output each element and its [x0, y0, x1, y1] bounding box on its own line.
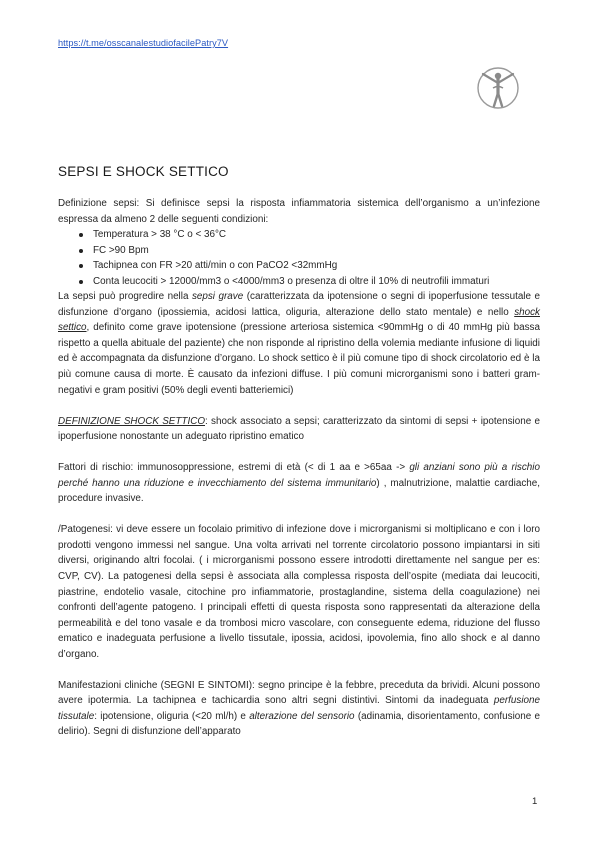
telegram-link[interactable]: https://t.me/osscanalestudiofacilePatry7V [58, 38, 229, 48]
risk-factors-paragraph [58, 460, 540, 507]
clinical-text-part: (adinamia, disorientamento, confusione e delirio). Segni di disfunzione dell’apparato [58, 710, 540, 738]
document-title: SEPSI E SHOCK SETTICO [58, 164, 229, 179]
vitruvian-logo-icon [476, 66, 520, 110]
conditions-list [58, 227, 540, 289]
shock-definition-paragraph [58, 414, 540, 445]
condition-item: Tachipnea con FR >20 atti/min o con PaCO2 <32mmHg [58, 258, 540, 274]
sepsis-progression-paragraph [58, 289, 540, 398]
clinical-text-part: Manifestazioni cliniche (SEGNI E SINTOMI): segno principe è la febbre, preceduta da brividi. Alcuni possono avere ipotermia. La tachipnea e tachicardia sono altri segni distintivi. Sintomi da inadeguata [58, 679, 540, 707]
page-number: 1 [532, 796, 538, 807]
sepsi-grave-term: sepsi grave [191, 291, 244, 303]
sepsis-text-part: La sepsi può progredire nella [58, 291, 192, 303]
pathogenesis-paragraph: /Patogenesi: vi deve essere un focolaio primitivo di infezione dove i microrganismi si moltiplicano e con i loro prodotti vengono immessi nel sangue. Una volta arrivati nel torrente circolatorio possono impiantarsi in siti diversi, originando altri focolai. ( i microrganismi possono essere introdotti direttamente nel sangue per es: CVP, CV). La patogenesi della sepsi è associata alla complessa risposta dell’ospite (mediata dai leucociti, piastrine, endotelio vasale, citochine pro infiammatorie, prostaglandine, sistema della coagulazione) nei confronti dell’agente patogeno. I principali effetti di questa risposta sono rappresentati da alterazione della permeabilità e del tono vasale e da trombosi micro vascolare, con conseguente edema, riduzione del flusso ematico e inadeguata perfusione a livello tissutale, ipossia, acidosi, ipovolemia, fino allo shock e al danno d’organo. [58, 524, 540, 660]
condition-item: FC >90 Bpm [58, 243, 540, 259]
risk-text-part: Fattori di rischio: immunosoppressione, estremi di età (< di 1 aa e >65aa -> [58, 462, 410, 474]
definition-intro: Definizione sepsi: Si definisce sepsi la risposta infiammatoria sistemica dell’organismo a un’infezione espressa da almeno 2 delle seguenti condizioni: [58, 198, 540, 225]
sensorium-term: alterazione del sensorio [249, 710, 355, 722]
shock-settico-term: shock settico [58, 306, 540, 334]
shock-definition-label: DEFINIZIONE SHOCK SETTICO [58, 415, 206, 427]
condition-item: Temperatura > 38 °C o < 36°C [58, 227, 540, 243]
clinical-text-part: : ipotensione, oliguria (<20 ml/h) e [94, 710, 250, 722]
risk-elderly-note: gli anziani sono più a rischio perché hanno una riduzione e invecchiamento del sistema immunitario [58, 462, 540, 489]
perfusion-term: perfusione tissutale [58, 695, 540, 722]
shock-definition-text: : shock associato a sepsi; caratterizzato da sintomi di sepsi + ipotensione e ipoperfusione nonostante un adeguato ripristino ematico [58, 415, 540, 443]
sepsis-text-part: (caratterizzata da ipotensione o segni di ipoperfusione tessutale e disfunzione d’organo (ipossiemia, acidosi lattica, oliguria, alterazione dello stato mentale) e nello [58, 291, 540, 318]
document-body [58, 196, 540, 740]
risk-text-part: ) , malnutrizione, malattie cardiache, procedure invasive. [58, 477, 540, 505]
sepsis-text-part: , definito come grave ipotensione (pressione arteriosa sistemica <90mmHg o di 40 mmHg più bassa rispetto a quella abituale del paziente) che non risponde al ripristino della volemia mediante infusione di liquidi ed è accompagnata da disfunzione d’organo. Lo shock settico è il più comune tipo di shock circolatorio ed è la più comune causa di morte. È causato da infezioni diffuse. I più comuni microrganismi sono i batteri gram-negativi e gram positivi (50% degli eventi batteriemici) [58, 322, 540, 396]
condition-item: Conta leucociti > 12000/mm3 o <4000/mm3 o presenza di oltre il 10% di neutrofili immaturi [58, 274, 540, 290]
clinical-manifestations-paragraph [58, 678, 540, 740]
